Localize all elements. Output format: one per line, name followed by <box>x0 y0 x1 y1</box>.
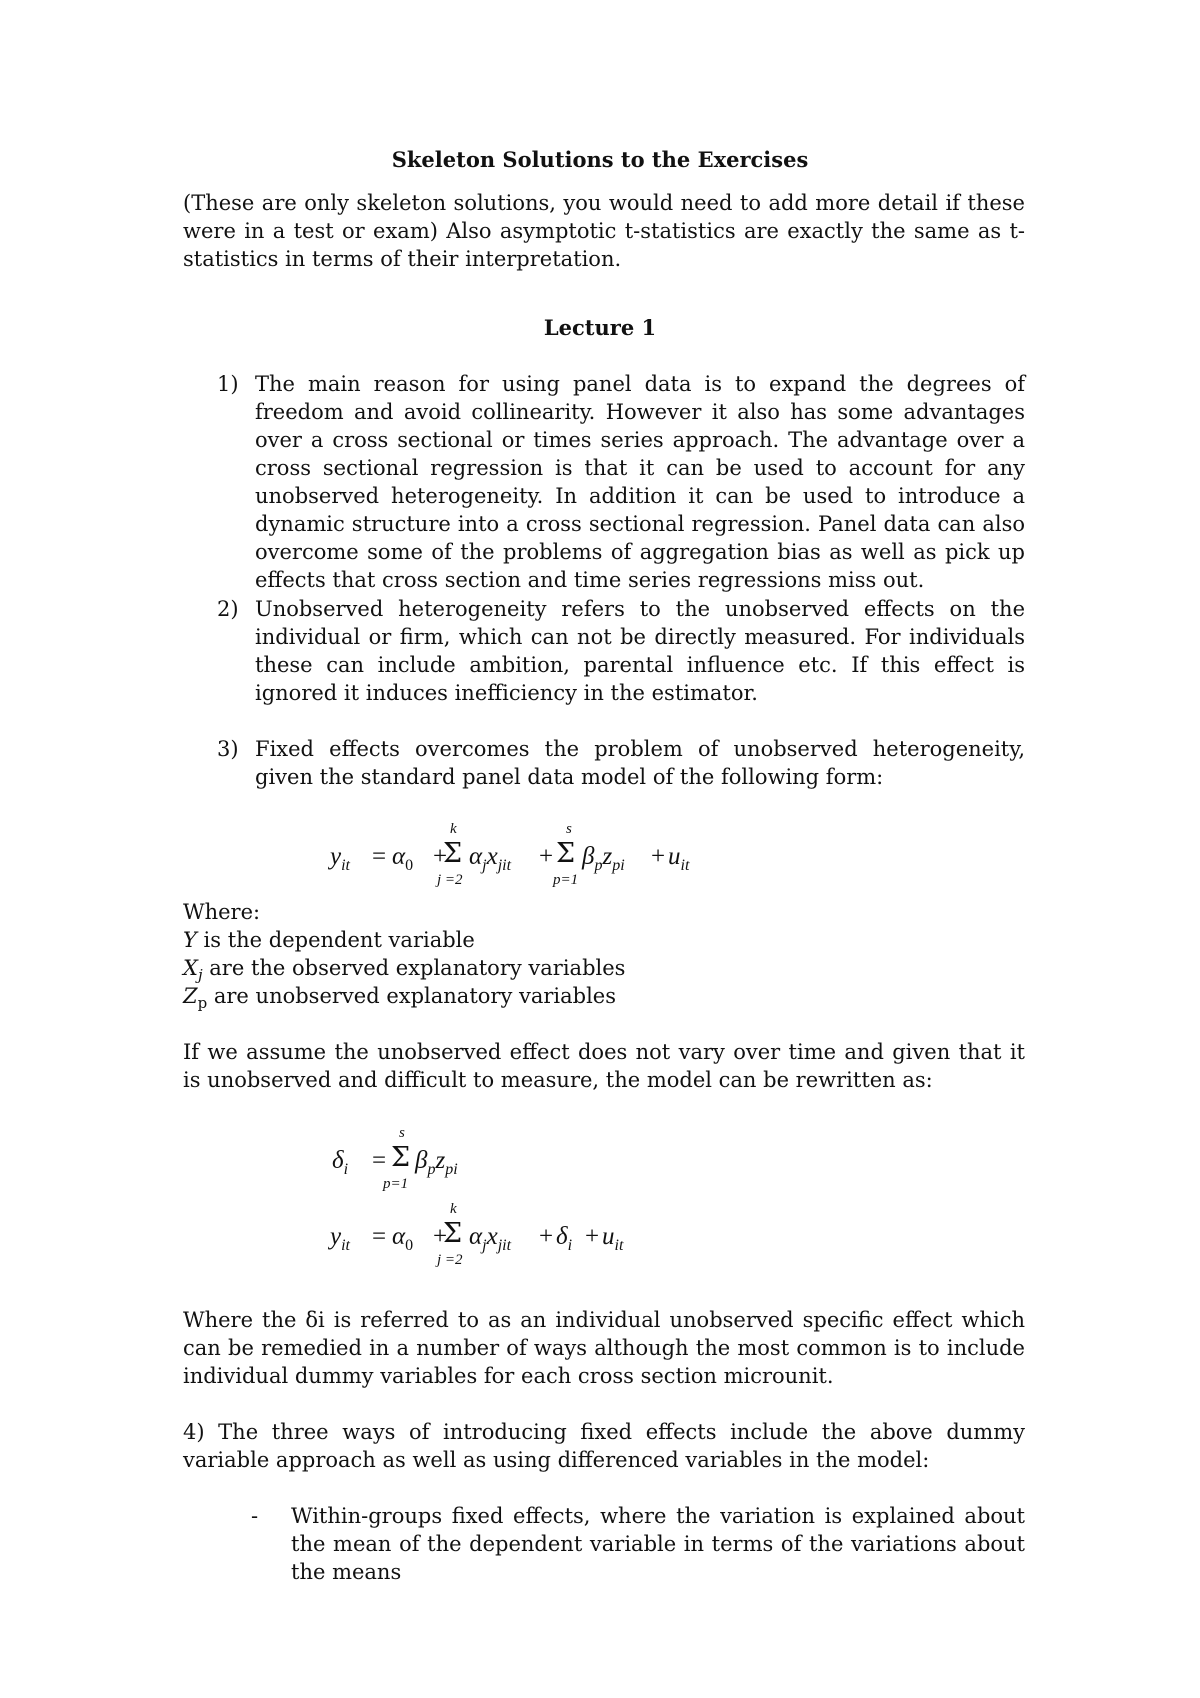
definition-symbol: X <box>183 956 198 980</box>
eq-symbol: x <box>486 1223 498 1250</box>
eq-symbol: y <box>330 843 342 870</box>
eq-subscript: 0 <box>405 1237 414 1254</box>
eq-symbol: δ <box>556 1223 568 1250</box>
definition-text: are the observed explanatory variables <box>202 956 626 980</box>
eq-equals: = <box>372 1223 387 1250</box>
where-label: Where: <box>183 900 261 924</box>
eq-subscript: it <box>614 1237 624 1254</box>
eq-symbol: α <box>469 843 483 870</box>
bullet-dash: - <box>251 1504 259 1528</box>
sum-upper-limit: s <box>566 821 572 837</box>
eq-subscript: j <box>482 1237 487 1254</box>
sum-lower-limit: j =2 <box>437 872 463 888</box>
sum-lower-limit: p=1 <box>553 872 579 888</box>
document-title: Skeleton Solutions to the Exercises <box>391 147 809 172</box>
eq-symbol: y <box>330 1223 342 1250</box>
eq-subscript: jit <box>497 1237 512 1254</box>
bullet-text: Within-groups fixed effects, where the variation is explained about the mean of the dependent variable in terms of the variations about the means <box>291 1504 1025 1584</box>
item-text: Fixed effects overcomes the problem of unobserved heterogeneity, given the standard panel data model of the following form: <box>255 737 1025 789</box>
eq-symbol: z <box>435 1147 446 1174</box>
eq-subscript: it <box>341 857 350 874</box>
eq-subscript: p <box>427 1161 436 1178</box>
eq-plus: + <box>651 843 666 870</box>
definition-line <box>183 982 616 1012</box>
eq-subscript: pi <box>612 857 625 874</box>
delta-paragraph: Where the δi is referred to as an individual unobserved specific effect which can be remedied in a number of ways although the most common is to include individual dummy variables for each cross section microunit. <box>183 1308 1025 1388</box>
eq-symbol: x <box>486 843 498 870</box>
eq-symbol: β <box>582 843 595 870</box>
item-text: Unobserved heterogeneity refers to the unobserved effects on the individual or firm, which can not be directly measured. For individuals these can include ambition, parental influence etc. If this effect is ignored it induces inefficiency in the estimator. <box>255 597 1025 705</box>
eq-plus: + <box>433 843 448 870</box>
definition-subscript: j <box>197 966 203 984</box>
eq-subscript: i <box>567 1237 573 1254</box>
definition-line <box>183 926 475 954</box>
eq-subscript: p <box>594 857 603 874</box>
item-number: 2) <box>217 597 239 621</box>
eq-plus: + <box>585 1223 600 1250</box>
lecture-heading: Lecture 1 <box>543 315 657 340</box>
definition-subscript: p <box>197 994 208 1012</box>
eq-subscript: i <box>343 1161 349 1178</box>
eq-symbol: β <box>415 1147 428 1174</box>
sum-upper-limit: s <box>399 1125 405 1141</box>
sum-upper-limit: k <box>450 821 457 837</box>
eq-symbol: u <box>602 1223 615 1250</box>
eq-symbol: u <box>668 843 681 870</box>
eq-plus: + <box>433 1223 448 1250</box>
eq-equals: = <box>372 1147 387 1174</box>
sum-symbol: Σ <box>391 1142 411 1173</box>
definition-symbol: Y <box>183 928 197 952</box>
eq-plus: + <box>539 843 554 870</box>
assumption-paragraph: If we assume the unobserved effect does not vary over time and given that it is unobserved and difficult to measure, the model can be rewritten as: <box>183 1040 1025 1092</box>
definition-text: are unobserved explanatory variables <box>207 984 617 1008</box>
definition-symbol: Z <box>183 984 198 1008</box>
sum-lower-limit: p=1 <box>383 1176 409 1192</box>
eq-subscript: it <box>341 1237 350 1254</box>
item-number: 1) <box>217 372 239 396</box>
eq-symbol: α <box>392 1223 406 1250</box>
intro-paragraph: (These are only skeleton solutions, you would need to add more detail if these were in a test or exam) Also asymptotic t-statistics are exactly the same as t-statistics in terms of their interpretation. <box>183 191 1025 271</box>
eq-equals: = <box>372 843 387 870</box>
eq-subscript: j <box>482 857 487 874</box>
eq-symbol: α <box>392 843 406 870</box>
eq-plus: + <box>539 1223 554 1250</box>
eq-subscript: jit <box>497 857 512 874</box>
sum-upper-limit: k <box>450 1201 457 1217</box>
sum-symbol: Σ <box>556 838 576 869</box>
item-number: 3) <box>217 737 239 761</box>
eq-symbol: z <box>602 843 613 870</box>
sum-symbol: Σ <box>443 1218 463 1249</box>
definition-text: is the dependent variable <box>196 928 475 952</box>
item-text: The main reason for using panel data is to expand the degrees of freedom and avoid collinearity. However it also has some advantages over a cross sectional or times series approach. The advantage over a cross sectional regression is that it can be used to account for any unobserved heterogeneity. In addition it can be used to introduce a dynamic structure into a cross sectional regression. Panel data can also overcome some of the problems of aggregation bias as well as pick up effects that cross section and time series regressions miss out. <box>255 372 1025 592</box>
item-4-paragraph: 4) The three ways of introducing fixed effects include the above dummy variable approach as well as using differenced variables in the model: <box>183 1420 1025 1472</box>
eq-symbol: δ <box>332 1147 344 1174</box>
eq-subscript: 0 <box>405 857 414 874</box>
eq-subscript: pi <box>445 1161 458 1178</box>
definition-line <box>183 954 625 984</box>
eq-symbol: α <box>469 1223 483 1250</box>
eq-subscript: it <box>680 857 690 874</box>
sum-lower-limit: j =2 <box>437 1252 463 1268</box>
sum-symbol: Σ <box>443 838 463 869</box>
